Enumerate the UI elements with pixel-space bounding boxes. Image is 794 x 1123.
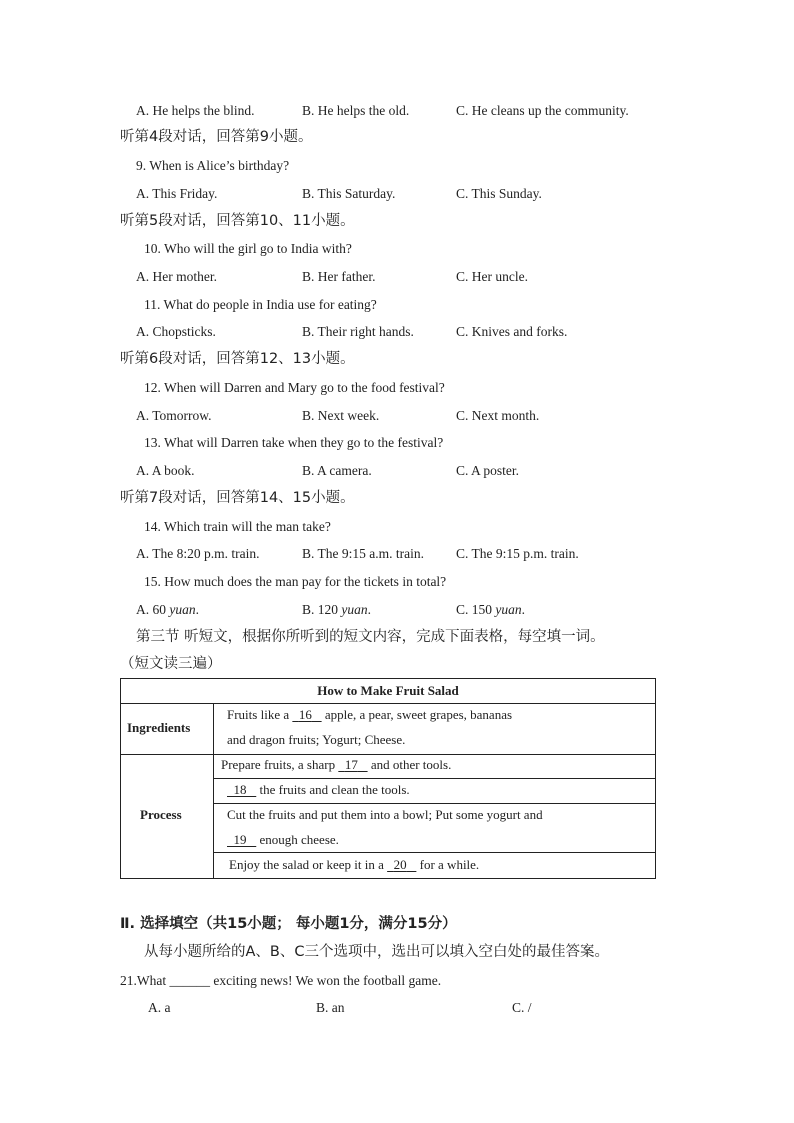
process-step-1: Prepare fruits, a sharp 17 and other tools. <box>221 757 452 772</box>
question-10: 10. Who will the girl go to India with? <box>144 241 352 256</box>
q21-option-a: A. a <box>148 1000 171 1015</box>
table-rule <box>121 703 655 704</box>
ingredients-line-1: Fruits like a 16 apple, a pear, sweet grapes, bananas <box>227 707 513 722</box>
question-14: 14. Which train will the man take? <box>144 519 331 534</box>
q13-option-a: A. A book. <box>136 463 195 478</box>
q9-option-c: C. This Sunday. <box>456 186 542 201</box>
q13-option-c: C. A poster. <box>456 463 520 478</box>
section-6-instruction: 听第6段对话，回答第12、13小题。 <box>120 351 355 367</box>
part-3-instruction: 第三节 听短文，根据你所听到的短文内容，完成下面表格，每空填一词。 <box>136 629 605 645</box>
question-15: 15. How much does the man pay for the tickets in total? <box>144 574 447 589</box>
table-rule <box>213 703 214 878</box>
question-21: 21.What ______ exciting news! We won the football game. <box>120 973 442 988</box>
q12-option-c: C. Next month. <box>456 408 540 423</box>
q10-option-b: B. Her father. <box>302 269 376 284</box>
q14-option-c: C. The 9:15 p.m. train. <box>456 546 579 561</box>
q15-option-c: C. 150 yuan. <box>456 602 526 617</box>
q11-option-c: C. Knives and forks. <box>456 324 568 339</box>
q21-option-c: C. / <box>512 1000 532 1015</box>
part-2-heading: Ⅱ. 选择填空（共15小题； 每小题1分，满分15分） <box>120 916 457 932</box>
question-9: 9. When is Alice’s birthday? <box>136 158 290 173</box>
q8-option-c: C. He cleans up the community. <box>456 103 629 118</box>
process-step-4: Enjoy the salad or keep it in a 20 for a while. <box>229 857 480 872</box>
q14-option-b: B. The 9:15 a.m. train. <box>302 546 424 561</box>
part-3-note: （短文读三遍） <box>120 656 222 672</box>
q8-option-a: A. He helps the blind. <box>136 103 255 118</box>
table-title: How to Make Fruit Salad <box>317 683 459 698</box>
fruit-salad-table <box>120 678 656 879</box>
section-5-instruction: 听第5段对话，回答第10、11小题。 <box>120 213 355 229</box>
q11-option-b: B. Their right hands. <box>302 324 414 339</box>
table-rule <box>213 778 655 779</box>
ingredients-label: Ingredients <box>127 720 191 735</box>
table-rule <box>121 754 655 755</box>
q11-option-a: A. Chopsticks. <box>136 324 216 339</box>
q9-option-a: A. This Friday. <box>136 186 218 201</box>
question-12: 12. When will Darren and Mary go to the food festival? <box>144 380 445 395</box>
q8-option-b: B. He helps the old. <box>302 103 410 118</box>
q13-option-b: B. A camera. <box>302 463 372 478</box>
q21-option-b: B. an <box>316 1000 345 1015</box>
q9-option-b: B. This Saturday. <box>302 186 396 201</box>
q15-option-a: A. 60 yuan. <box>136 602 199 617</box>
process-step-2: 18 the fruits and clean the tools. <box>233 782 410 797</box>
q12-option-b: B. Next week. <box>302 408 380 423</box>
table-rule <box>213 852 655 853</box>
q10-option-c: C. Her uncle. <box>456 269 528 284</box>
ingredients-line-2: and dragon fruits; Yogurt; Cheese. <box>227 732 406 747</box>
table-rule <box>213 803 655 804</box>
q15-option-b: B. 120 yuan. <box>302 602 372 617</box>
section-4-instruction: 听第4段对话，回答第9小题。 <box>120 129 313 145</box>
question-11: 11. What do people in India use for eating? <box>144 297 377 312</box>
process-step-3-line-2: 19 enough cheese. <box>233 832 339 847</box>
section-7-instruction: 听第7段对话，回答第14、15小题。 <box>120 490 355 506</box>
q12-option-a: A. Tomorrow. <box>136 408 212 423</box>
process-label: Process <box>140 807 182 822</box>
q14-option-a: A. The 8:20 p.m. train. <box>136 546 260 561</box>
q10-option-a: A. Her mother. <box>136 269 217 284</box>
process-step-3-line-1: Cut the fruits and put them into a bowl; Put some yogurt and <box>227 807 543 822</box>
question-13: 13. What will Darren take when they go to the festival? <box>144 435 444 450</box>
part-2-instruction: 从每小题所给的A、B、C三个选项中，选出可以填入空白处的最佳答案。 <box>144 944 609 960</box>
